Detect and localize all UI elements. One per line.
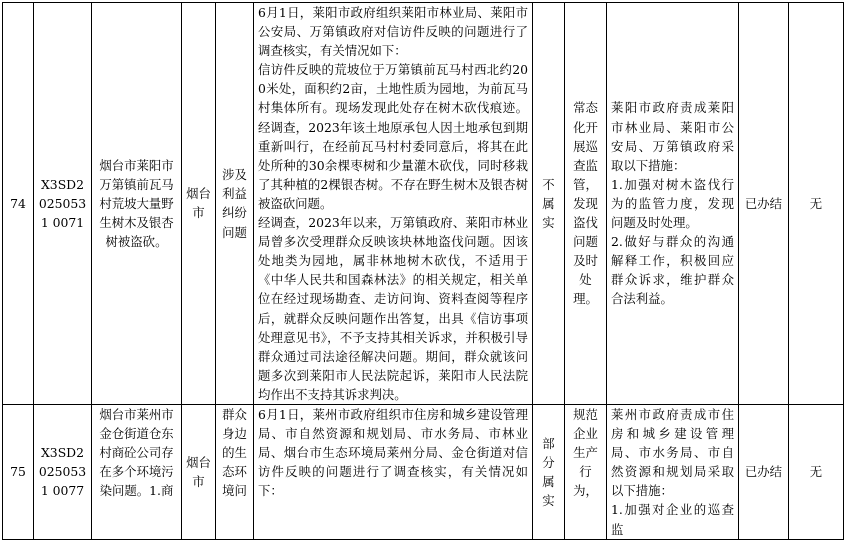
table-row xyxy=(3,3,844,405)
accountability: 无 xyxy=(789,3,844,405)
complaint-content: 烟台市莱阳市万第镇前瓦马村荒坡大量野生树木及银杏树被盗砍。 xyxy=(92,3,182,405)
verdict: 部分属实 xyxy=(533,404,565,539)
complaint-code: X3SD20250531 0071 xyxy=(34,3,92,405)
status: 已办结 xyxy=(739,3,789,405)
table-row xyxy=(3,404,844,539)
handling-measures: 莱州市政府责成市住房和城乡建设管理局、市水务局、市自然资源和规划局采取以下措施： 1.加强对企业的巡查监 xyxy=(607,404,739,539)
complaint-content: 烟台市莱州市金仓街道仓东村商砼公司存在多个环境污染问题。1.商 xyxy=(92,404,182,539)
accountability: 无 xyxy=(789,404,844,539)
measure-summary: 常态化开展巡查监管，发现盗伐问题及时处理。 xyxy=(565,3,607,405)
investigation-result: 6月1日，莱州市政府组织市住房和城乡建设管理局、市自然资源和规划局、市水务局、市林业局、烟台市生态环境局莱州分局、金仓街道对信访件反映的问题进行了调查核实，有关情况如下： xyxy=(254,404,533,539)
region: 烟台市 xyxy=(182,3,216,405)
row-index: 74 xyxy=(3,3,34,405)
complaint-code: X3SD20250531 0077 xyxy=(34,404,92,539)
status: 已办结 xyxy=(739,404,789,539)
verdict: 不属实 xyxy=(533,3,565,405)
complaint-table xyxy=(2,2,844,540)
investigation-result: 6月1日，莱阳市政府组织莱阳市林业局、莱阳市公安局、万第镇政府对信访件反映的问题进行了调查核实，有关情况如下： 信访件反映的荒坡位于万第镇前瓦马村西北约200米处，面积约2亩，土地性质为园地，为前瓦马村集体所有。现场发现此处存在树木砍伐痕迹。经调查，2023年该土地原承包人因土地承包到期重新叫行，在经前瓦马村村委同意后，将其在此处所种的30余棵枣树和少量灌木砍伐，同时移栽了其种植的2棵银杏树。不存在野生树木及银杏树被盗砍问题。 经调查，2023年以来，万第镇政府、莱阳市林业局曾多次受理群众反映该块林地盗伐问题。因该处地类为园地，属非林地树木砍伐，不适用于《中华人民共和国森林法》的相关规定，相关单位在经过现场勘查、走访问询、资料查阅等程序后，就群众反映问题作出答复，出具《信访事项处理意见书》，不予支持其相关诉求，并积极引导群众通过司法途径解决问题。期间，群众就该问题多次到莱阳市人民法院起诉，莱阳市人民法院均作出不支持其诉求判决。 xyxy=(254,3,533,405)
handling-measures: 莱阳市政府责成莱阳市林业局、莱阳市公安局、万第镇政府采取以下措施： 1.加强对树木盗伐行为的监管力度，发现问题及时处理。 2.做好与群众的沟通解释工作，积极回应群众诉求，维护群众合法利益。 xyxy=(607,3,739,405)
measure-summary: 规范企业生产行为， xyxy=(565,404,607,539)
category: 涉及利益纠纷问题 xyxy=(216,3,254,405)
region: 烟台市 xyxy=(182,404,216,539)
row-index: 75 xyxy=(3,404,34,539)
category: 群众身边的生态环境问 xyxy=(216,404,254,539)
